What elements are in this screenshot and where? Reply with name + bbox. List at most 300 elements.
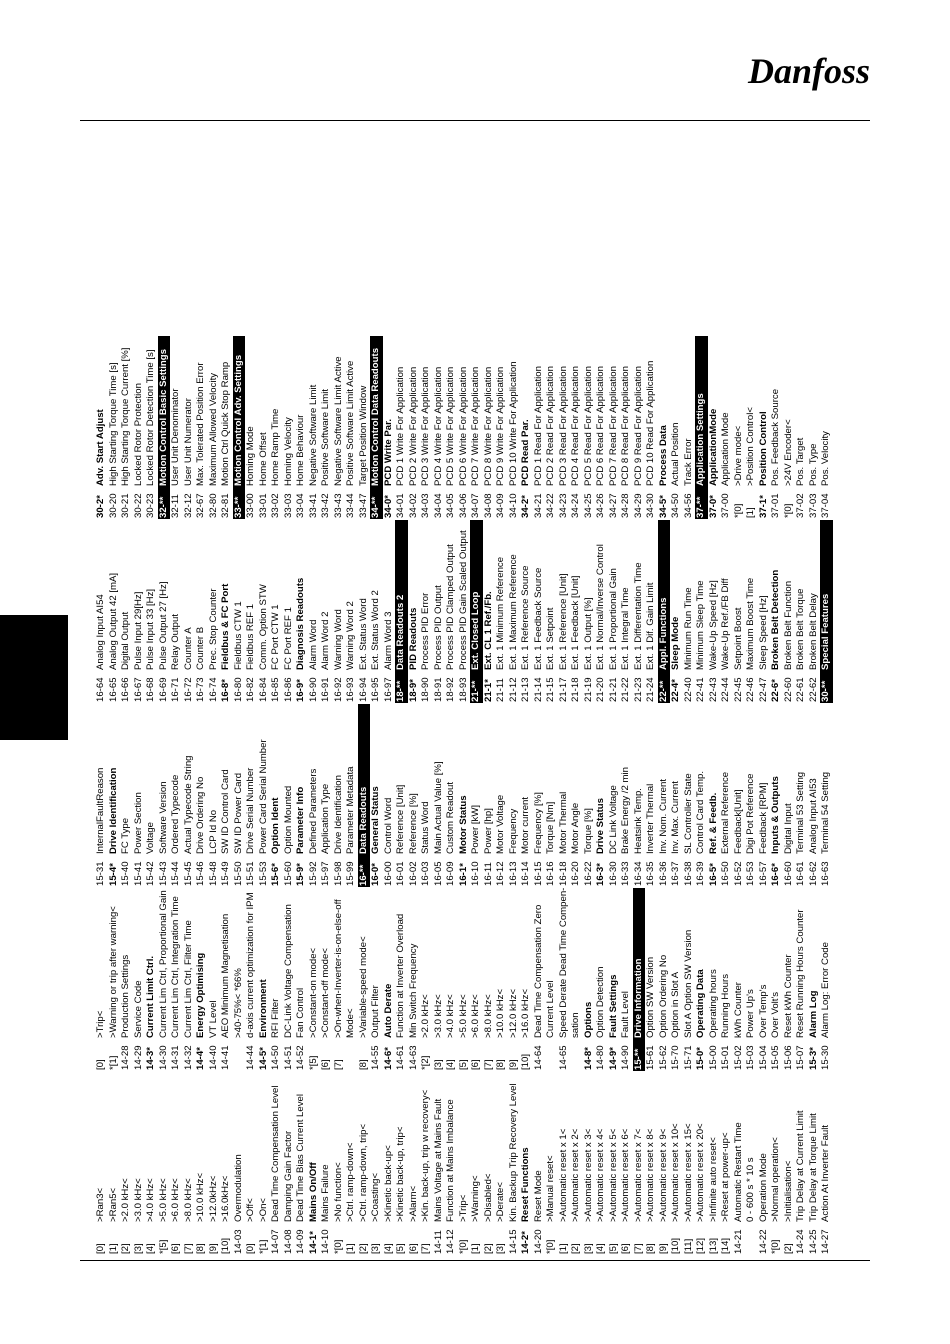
parameter-name: >Automatic reset x 3<: [582, 1128, 594, 1222]
parameter-code: 16-22: [582, 861, 594, 886]
parameter-code: 14-61: [395, 1045, 406, 1070]
parameter-code: 34-10: [507, 493, 519, 518]
parameter-name: Ext. 1 Feedback [Unit]: [570, 575, 581, 670]
parameter-row: [520, 704, 533, 887]
parameter-code: 14-29: [132, 1045, 144, 1070]
parameter-code: 22-4*: [670, 679, 681, 702]
parameter-name: PCD 5 Write For Application: [445, 366, 456, 486]
parameter-code: 14-40: [207, 1045, 219, 1070]
parameter-row: [420, 336, 433, 519]
parameter-name: >Automatic reset x 9<: [657, 1128, 669, 1222]
parameter-group-header: [395, 520, 408, 703]
parameter-row: [633, 1072, 646, 1255]
parameter-name: >Off<: [245, 1198, 256, 1222]
parameter-name: Motion Control Adv. Settings: [232, 354, 244, 486]
parameter-code: 21-22: [620, 677, 631, 702]
parameter-subgroup-header: [583, 888, 596, 1071]
parameter-code: [13]: [707, 1237, 719, 1254]
parameter-name: Adv. Start Adjust: [95, 409, 106, 486]
parameter-code: 21-23: [632, 677, 644, 702]
parameter-name: Warning Word: [332, 609, 344, 670]
parameter-row: [345, 704, 358, 887]
parameter-code: [0]: [95, 1243, 106, 1254]
parameter-code: 15-**: [632, 1048, 644, 1070]
parameter-name: Special Features: [820, 593, 831, 670]
parameter-subgroup-header: [608, 888, 621, 1071]
parameter-code: 16-11: [482, 862, 494, 886]
parameter-row: [220, 336, 233, 519]
parameter-name: FC Port CTW 1: [270, 604, 281, 670]
parameter-name: Digi Pot Reference: [745, 773, 756, 854]
parameter-name: Frequency [%]: [532, 792, 544, 854]
parameter-name: Frequency: [507, 808, 519, 854]
parameter-row: [220, 888, 233, 1071]
parameter-code: 22-6*: [770, 679, 781, 702]
parameter-row: [383, 1072, 396, 1255]
parameter-code: 15-92: [307, 861, 319, 886]
parameter-group-header: [233, 336, 246, 519]
parameter-subgroup-header: [308, 1072, 321, 1255]
parameter-code: 16-69: [157, 677, 169, 702]
parameter-row: [308, 336, 321, 519]
parameter-name: Homing Mode: [245, 426, 256, 486]
parameter-row: [720, 520, 733, 703]
parameter-name: Drive Status: [595, 798, 606, 854]
parameter-code: [3]: [582, 1243, 594, 1254]
parameter-name: General Status: [370, 786, 381, 854]
parameter-row: [595, 888, 608, 1071]
parameter-row: [708, 888, 721, 1071]
parameter-name: Drive Identification: [332, 775, 344, 854]
parameter-code: 21-24: [645, 677, 656, 702]
parameter-row: [183, 336, 196, 519]
parameter-row: [733, 1072, 746, 1255]
parameter-name: Alarm Word 3: [382, 611, 394, 670]
parameter-row: [595, 520, 608, 703]
parameter-name: Setpoint Boost: [732, 607, 744, 670]
parameter-code: 32-11: [170, 494, 181, 518]
parameter-row: [433, 1072, 446, 1255]
parameter-name: Custom Readout: [445, 782, 456, 854]
parameter-name: kWh Counter: [732, 982, 744, 1038]
parameter-code: 14-80: [595, 1045, 606, 1070]
header-divider: [80, 120, 870, 121]
parameter-name: Main Actual Value [%]: [432, 761, 444, 854]
parameter-code: 16-63: [820, 861, 831, 886]
parameter-row: [133, 520, 146, 703]
parameter-row: [608, 1072, 621, 1255]
parameter-name: Motor Angle: [570, 802, 581, 854]
parameter-row: [420, 704, 433, 887]
parameter-name: >Constant-on mode<: [307, 947, 319, 1038]
parameter-row: [433, 520, 446, 703]
parameter-row: [608, 520, 621, 703]
parameter-code: 14-3*: [145, 1047, 156, 1070]
parameter-name: External Reference: [720, 771, 731, 854]
parameter-subgroup-header: [695, 888, 708, 1071]
parameter-code: [1]: [745, 507, 756, 518]
parameter-row: [258, 704, 271, 887]
parameter-row: [533, 704, 546, 887]
parameter-row: [258, 520, 271, 703]
parameter-code: 16-64: [95, 677, 106, 702]
parameter-code: 14-1*: [307, 1231, 319, 1254]
parameter-row: [720, 336, 733, 519]
parameter-row: [795, 1072, 808, 1255]
parameter-row: [758, 1072, 771, 1255]
parameter-name: >5.0 kHz<: [157, 1178, 169, 1222]
parameter-code: 16-65: [107, 677, 119, 702]
parameter-code: 18-92: [445, 677, 456, 702]
parameter-name: Reference [Unit]: [395, 784, 406, 854]
parameter-code: 16-20: [570, 861, 581, 886]
parameter-code: *[0]: [770, 1239, 781, 1254]
parameter-row: [470, 1072, 483, 1255]
parameter-row: [620, 1072, 633, 1255]
parameter-name: Ext. Status Word 2: [370, 590, 381, 670]
parameter-code: 34-24: [570, 493, 581, 518]
parameter-row: [333, 704, 346, 887]
parameter-code: 15-06: [782, 1045, 794, 1070]
parameter-row: [195, 704, 208, 887]
parameter-name: Status Word: [420, 801, 431, 854]
parameter-row: [670, 888, 683, 1071]
parameter-name: Sleep Speed [Hz]: [757, 595, 769, 670]
parameter-code: 16-14: [520, 861, 531, 886]
parameter-code: [1]: [107, 1243, 119, 1254]
parameter-name: Alarm Word 2: [320, 611, 331, 670]
parameter-code: 33-44: [345, 493, 356, 518]
parameter-row: [208, 888, 221, 1071]
parameter-code: 15-99: [345, 861, 356, 886]
parameter-name: Pos. Type: [807, 443, 819, 486]
parameter-row: [445, 704, 458, 887]
parameter-name: Analog Input AI53: [807, 778, 819, 854]
parameter-code: 22-62: [807, 677, 819, 702]
parameter-code: [2]: [782, 1243, 794, 1254]
parameter-name: >8.0 kHz<: [182, 1178, 194, 1222]
parameter-row: [358, 336, 371, 519]
parameter-row: [445, 1072, 458, 1255]
parameter-name: >Automatic reset x 5<: [607, 1128, 619, 1222]
parameter-code: 34-**: [370, 496, 381, 518]
parameter-row: [395, 336, 408, 519]
parameter-name: Speed Derate Dead Time Compen-: [557, 888, 569, 1038]
parameter-row: [720, 704, 733, 887]
parameter-code: [12]: [695, 1237, 706, 1254]
parameter-row: [408, 888, 421, 1071]
parameter-row: [208, 1072, 221, 1255]
parameter-code: 22-46: [745, 677, 756, 702]
parameter-group-header: [820, 520, 833, 703]
parameter-code: 16-01: [395, 861, 406, 886]
parameter-code: 34-04: [432, 493, 444, 518]
parameter-name: Ext. Status Word: [357, 598, 369, 670]
parameter-row: [120, 336, 133, 519]
parameter-row: [695, 704, 708, 887]
parameter-code: 34-22: [545, 493, 556, 518]
parameter-row: [345, 1072, 358, 1255]
parameter-code: 14-07: [270, 1229, 281, 1254]
parameter-row: [320, 888, 333, 1071]
parameter-name: Minimum Sleep Time: [695, 580, 706, 670]
parameter-name: Torque [Nm]: [545, 801, 556, 854]
parameter-name: Option Ordering No: [657, 954, 669, 1038]
parameter-name: >5.0 kHz<: [457, 994, 469, 1038]
parameter-name: Auto Derate: [382, 983, 394, 1038]
parameter-name: Broken Belt Function: [782, 580, 794, 670]
parameter-code: 14-30: [157, 1045, 169, 1070]
parameter-row: [445, 888, 458, 1071]
parameter-row: [795, 888, 808, 1071]
parameter-name: >Automatic reset x 4<: [595, 1128, 606, 1222]
parameter-code: 15-31: [95, 861, 106, 886]
parameter-code: 14-27: [820, 1229, 831, 1254]
parameter-name: Appl. Functions: [657, 597, 669, 670]
parameter-code: 15-44: [170, 861, 181, 886]
parameter-name: Reset kWh Counter: [782, 954, 794, 1038]
parameter-code: [9]: [207, 1243, 219, 1254]
parameter-row: [245, 520, 258, 703]
parameter-row: [95, 704, 108, 887]
parameter-group-header: [370, 336, 383, 519]
parameter-name: Reset Running Hours Counter: [795, 909, 806, 1038]
parameter-subgroup-header: [108, 704, 121, 887]
parameter-row: [120, 888, 133, 1071]
parameter-subgroup-header: [95, 336, 108, 519]
parameter-row: [508, 1072, 521, 1255]
parameter-code: 15-49: [220, 861, 231, 886]
parameter-group-header: [695, 336, 708, 519]
parameter-name: >Constant-off mode<: [320, 948, 331, 1038]
parameter-row: [158, 704, 171, 887]
parameter-code: [1]: [557, 1243, 569, 1254]
parameter-code: 37-**: [695, 496, 706, 518]
parameter-name: >4.0 kHz<: [445, 994, 456, 1038]
parameter-name: Broken Belt Delay: [807, 593, 819, 670]
parameter-code: [9]: [657, 1243, 669, 1254]
parameter-row: [270, 520, 283, 703]
parameter-code: 32-**: [157, 496, 169, 518]
parameter-row: [808, 520, 821, 703]
parameter-row: [308, 704, 321, 887]
parameter-row: [495, 888, 508, 1071]
parameter-code: 15-70: [670, 1045, 681, 1070]
parameter-row: [395, 704, 408, 887]
parameter-name: VT Level: [207, 1000, 219, 1038]
parameter-code: 16-80: [232, 677, 244, 702]
parameter-name: Drive Ordering No: [195, 776, 206, 854]
parameter-name: Pulse Input 29[Hz]: [132, 591, 144, 670]
parameter-subgroup-header: [220, 520, 233, 703]
parameter-code: 16-94: [357, 677, 369, 702]
parameter-code: 16-**: [357, 864, 369, 886]
parameter-code: 16-82: [245, 677, 256, 702]
parameter-subgroup-header: [370, 704, 383, 887]
parameter-row: [308, 520, 321, 703]
parameter-row: [570, 888, 583, 1071]
parameter-name: Wake-Up Ref./FB Diff: [720, 578, 731, 670]
parameter-name: Positive Software Limit Active: [345, 360, 356, 486]
parameter-row: [283, 520, 296, 703]
parameter-name: >Automatic reset x 15<: [682, 1123, 694, 1222]
parameter-name: Terminal 54 Setting: [820, 771, 831, 854]
parameter-row: [633, 520, 646, 703]
parameter-subgroup-header: [770, 520, 783, 703]
parameter-row: [770, 1072, 783, 1255]
parameter-name: >Variable-speed mode<: [357, 936, 369, 1038]
parameter-name: FC Port REF 1: [282, 607, 294, 670]
parameter-name: Reset Mode: [532, 1170, 544, 1222]
parameter-row: [533, 888, 546, 1071]
parameter-name: Brake Energy /2 min: [620, 767, 631, 854]
parameter-code: 15-50: [232, 861, 244, 886]
parameter-name: Mains On/Off: [307, 1162, 319, 1222]
parameter-name: >Coasting<: [370, 1172, 381, 1222]
parameter-code: 30-20: [107, 493, 119, 518]
parameter-code: 34-50: [670, 493, 681, 518]
parameter-code: [3]: [495, 1243, 506, 1254]
parameter-code: 15-53: [257, 861, 269, 886]
parameter-name: SW ID Power Card: [232, 772, 244, 854]
parameter-code: 33-41: [307, 493, 319, 518]
parameter-code: [4]: [145, 1243, 156, 1254]
parameter-name: >Automatic reset x 1<: [557, 1128, 569, 1222]
parameter-row: [220, 1072, 233, 1255]
parameter-row: [708, 1072, 721, 1255]
parameter-code: 21-20: [595, 677, 606, 702]
parameter-group-header: [358, 704, 371, 887]
parameter-row: [358, 888, 371, 1071]
parameter-row: [583, 1072, 596, 1255]
parameter-name: Power Up's: [745, 989, 756, 1038]
parameter-code: 16-1*: [457, 863, 469, 886]
parameter-code: 15-71: [682, 1045, 694, 1070]
parameter-code: 34-5*: [657, 495, 669, 518]
parameter-name: Current Lim Ctrl, Filter Time: [182, 920, 194, 1038]
parameter-row: [745, 704, 758, 887]
parameter-subgroup-header: [520, 1072, 533, 1255]
parameter-name: >2.0 kHz<: [420, 994, 431, 1038]
parameter-row: [170, 520, 183, 703]
parameter-code: 21-17: [557, 677, 569, 702]
parameter-code: 34-28: [620, 493, 631, 518]
parameter-name: Operation Mode: [757, 1153, 769, 1222]
parameter-row: [770, 888, 783, 1071]
parameter-subgroup-header: [295, 520, 308, 703]
parameter-code: *[1]: [257, 1239, 269, 1254]
parameter-row: [583, 704, 596, 887]
parameter-code: 14-63: [407, 1045, 419, 1070]
parameter-row: [320, 1072, 333, 1255]
parameter-code: 21-21: [607, 677, 619, 702]
parameter-name: >Warning<: [470, 1175, 481, 1222]
parameter-name: Motion Control Data Readouts: [370, 347, 381, 486]
parameter-code: 37-04: [820, 493, 831, 518]
parameter-row: [95, 888, 108, 1071]
parameter-name: Fan Control: [295, 987, 306, 1038]
parameter-code: 30-21: [120, 493, 131, 518]
parameter-name: Mains Voltage at Mains Fault: [432, 1098, 444, 1222]
parameter-row: [170, 888, 183, 1071]
parameter-subgroup-header: [295, 704, 308, 887]
parameter-name: Fieldbus CTW 1: [232, 601, 244, 670]
parameter-row: [758, 520, 771, 703]
parameter-code: 33-42: [320, 493, 331, 518]
parameter-name: >Automatic reset x 6<: [620, 1128, 631, 1222]
parameter-name: Motor Status: [457, 795, 469, 854]
parameter-name: >12.0 kHz<: [507, 988, 519, 1038]
parameter-name: Application Type: [320, 783, 331, 854]
parameter-row: [783, 704, 796, 887]
parameter-code: 34-08: [482, 493, 494, 518]
parameter-name: PCD 1 Write For Application: [395, 366, 406, 486]
parameter-code: [8]: [195, 1243, 206, 1254]
parameter-name: Minimum Run Time: [682, 587, 694, 670]
parameter-code: 15-48: [207, 861, 219, 886]
parameter-row: [208, 520, 221, 703]
parameter-code: 14-52: [295, 1045, 306, 1070]
parameter-code: [2]: [570, 1243, 581, 1254]
parameter-row: [245, 1072, 258, 1255]
parameter-code: [345, 1038, 358, 1071]
parameter-name: Inputs & Outputs: [770, 776, 781, 854]
parameter-row: [545, 520, 558, 703]
parameter-code: 16-33: [620, 861, 631, 886]
parameter-name: >Trip<: [95, 1010, 106, 1038]
parameter-name: >3.0 kHz<: [132, 1178, 144, 1222]
parameter-name: Software Version: [157, 781, 169, 854]
parameter-name: Defined Parameters: [307, 768, 319, 854]
parameter-code: 15-04: [757, 1045, 769, 1070]
parameter-code: 21-18: [570, 677, 581, 702]
parameter-name: >No function<: [332, 1162, 344, 1222]
parameter-code: 14-09: [295, 1229, 306, 1254]
parameter-code: 34-23: [557, 493, 569, 518]
parameter-name: User Unit Numerator: [182, 398, 194, 486]
parameter-code: 16-62: [807, 861, 819, 886]
parameter-row: [658, 1072, 671, 1255]
parameter-name: >Alarm<: [407, 1185, 419, 1222]
parameter-code: 16-8*: [220, 679, 231, 702]
parameter-name: Home Ramp Time: [270, 408, 281, 486]
parameter-column-2: [95, 888, 865, 1071]
parameter-code: 34-0*: [382, 495, 394, 518]
parameter-name: Homing Velocity: [282, 417, 294, 486]
parameter-name: Application Settings: [695, 393, 706, 486]
parameter-name: LCP Id No: [207, 809, 219, 854]
parameter-row: [733, 704, 746, 887]
parameter-row: [508, 520, 521, 703]
parameter-code: 16-68: [145, 677, 156, 702]
parameter-code: 18-93: [457, 677, 469, 702]
parameter-name: >Automatic reset x 2<: [570, 1128, 581, 1222]
parameter-code: 14-44: [245, 1045, 256, 1070]
parameter-code: *[0]: [732, 503, 744, 518]
parameter-row: [145, 704, 158, 887]
parameter-name: AEO Minimum Magnetisation: [220, 913, 231, 1038]
parameter-name: Energy Optimising: [195, 952, 206, 1038]
parameter-row: [420, 888, 433, 1071]
parameter-name: Inv. Max. Current: [670, 781, 681, 854]
parameter-column-5: [95, 336, 865, 519]
parameter-name: Locked Rotor Detection Time [s]: [145, 349, 156, 486]
parameter-code: 15-46: [195, 861, 206, 886]
parameter-name: PCD 5 Read For Application: [582, 366, 594, 486]
parameter-name: Ext. 1 Proportional Gain: [607, 568, 619, 670]
parameter-name: Environment: [257, 979, 269, 1038]
parameter-code: 16-9*: [295, 679, 306, 702]
